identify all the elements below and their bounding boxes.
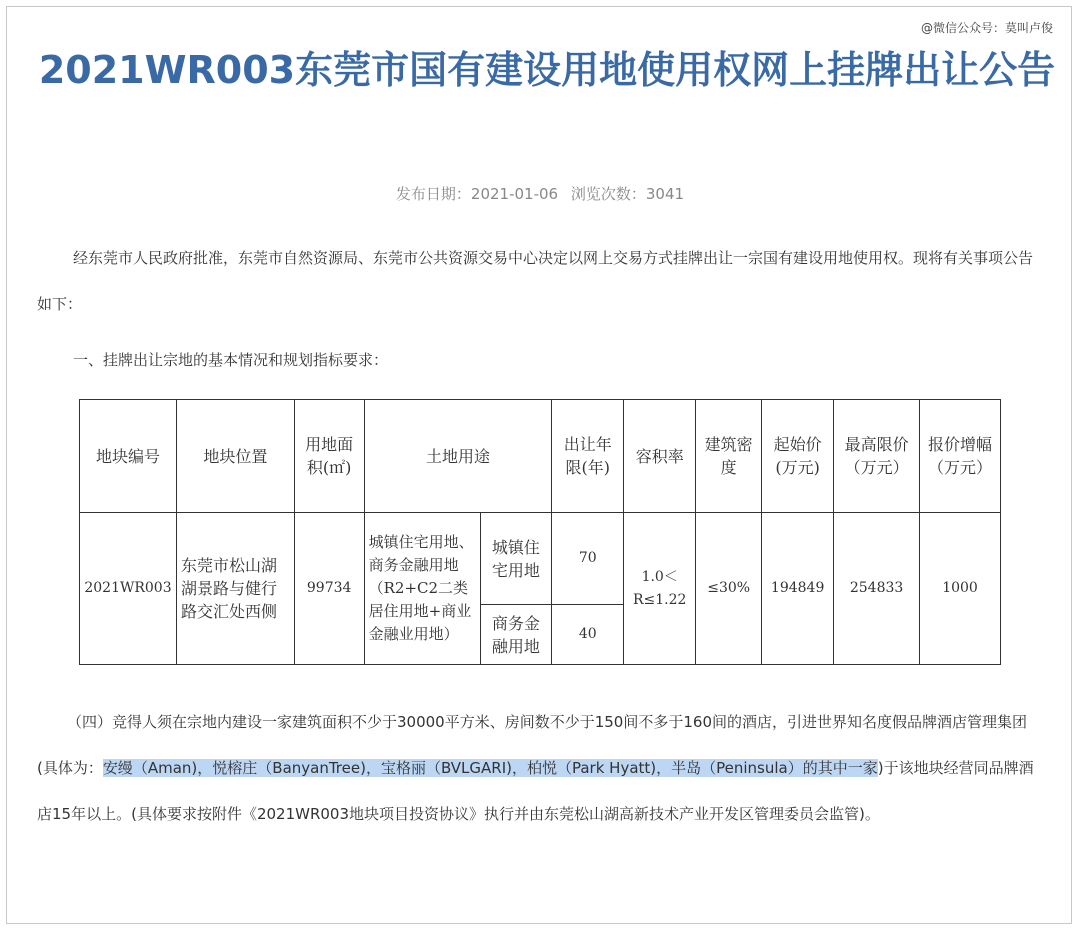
para4-before: （四）竞得人须在宗地内建设一家建筑面积不少于30000平方米、房间数不少于150间不多于160间的酒店，引进世界知名度假品牌酒店管理集团(具体为：	[37, 713, 1027, 777]
header-increment: 报价增幅（万元）	[920, 400, 1001, 513]
table-row	[80, 513, 1001, 605]
cell-years-commercial: 40	[552, 605, 624, 665]
cell-far: 1.0＜R≤1.22	[624, 513, 696, 665]
header-use: 土地用途	[364, 400, 552, 513]
hotel-requirement-paragraph	[37, 699, 1047, 837]
page-title: 2021WR003东莞市国有建设用地使用权网上挂牌出让公告	[38, 48, 1056, 92]
header-location: 地块位置	[176, 400, 294, 513]
watermark: @微信公众号：莫叫卢俊	[920, 21, 1053, 35]
header-years: 出让年限(年)	[552, 400, 624, 513]
header-code: 地块编号	[80, 400, 177, 513]
cell-years-residential: 70	[552, 513, 624, 605]
header-max-price: 最高限价（万元）	[834, 400, 920, 513]
section-heading: 一、挂牌出让宗地的基本情况和规划指标要求：	[73, 351, 389, 369]
cell-start-price: 194849	[762, 513, 834, 665]
cell-code: 2021WR003	[80, 513, 177, 665]
cell-use-commercial: 商务金融用地	[480, 605, 552, 665]
land-table	[79, 399, 1001, 665]
table-header-row	[80, 400, 1001, 513]
cell-area: 99734	[294, 513, 364, 665]
page-frame	[6, 6, 1072, 924]
cell-use-residential: 城镇住宅用地	[480, 513, 552, 605]
publish-date: 发布日期：2021-01-06	[395, 185, 559, 203]
highlighted-brands: 安缦（Aman)，悦榕庄（BanyanTree)，宝格丽（BVLGARI)，柏悦（Park Hyatt)，半岛（Peninsula）的其中一家	[102, 759, 878, 777]
header-start-price: 起始价(万元)	[762, 400, 834, 513]
intro-paragraph: 经东莞市人民政府批准，东莞市自然资源局、东莞市公共资源交易中心决定以网上交易方式挂牌出让一宗国有建设用地使用权。现将有关事项公告如下：	[37, 249, 1034, 313]
cell-max-price: 254833	[834, 513, 920, 665]
cell-location: 东莞市松山湖湖景路与健行路交汇处西侧	[176, 513, 294, 665]
header-density: 建筑密度	[696, 400, 762, 513]
header-area: 用地面积(㎡)	[294, 400, 364, 513]
cell-density: ≤30%	[696, 513, 762, 665]
article-meta	[7, 183, 1073, 204]
header-far: 容积率	[624, 400, 696, 513]
view-count: 浏览次数：3041	[570, 185, 685, 203]
para4-after: )于该地块经营同品牌酒店15年以上。(具体要求按附件《2021WR003地块项目投资协议》执行并由东莞松山湖高新技术产业开发区管理委员会监管)。	[37, 759, 1034, 823]
cell-increment: 1000	[920, 513, 1001, 665]
cell-use-main: 城镇住宅用地、商务金融用地（R2+C2二类居住用地+商业金融业用地）	[364, 513, 480, 665]
